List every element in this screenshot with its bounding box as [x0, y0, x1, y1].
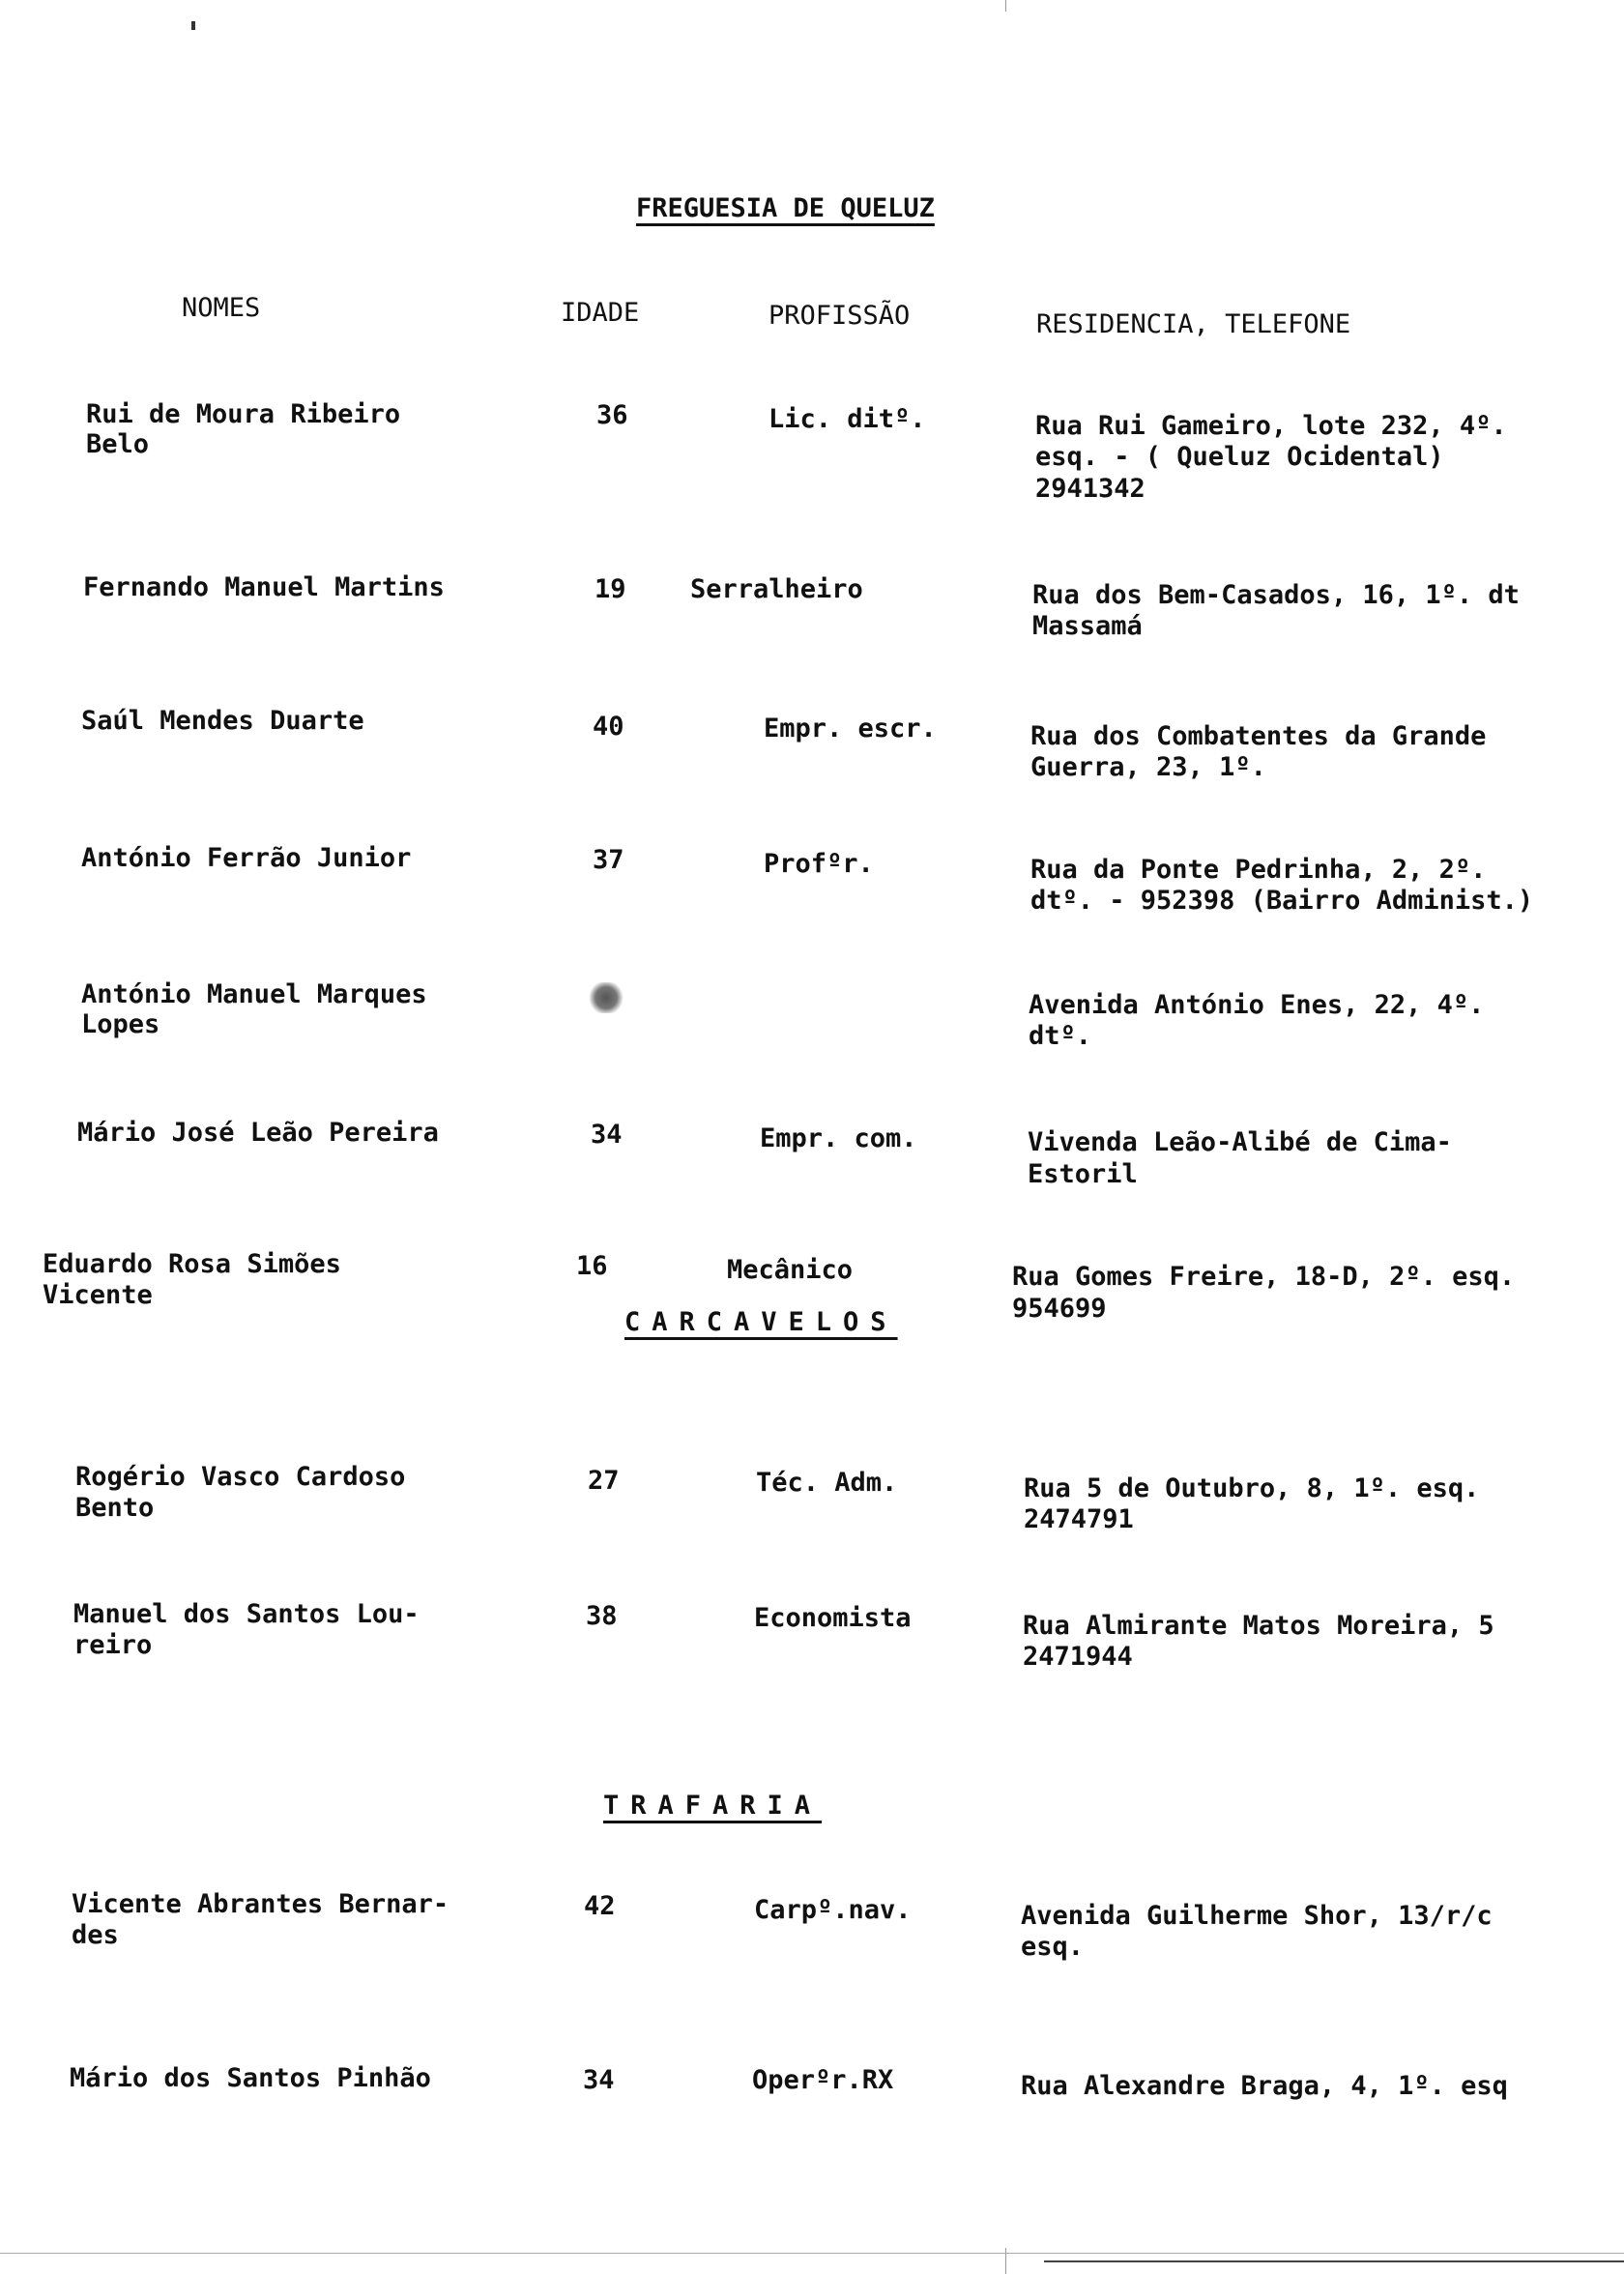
row-address-line: Rua 5 de Outubro, 8, 1º. esq. — [1024, 1473, 1480, 1503]
row-age: 42 — [584, 1891, 616, 1921]
row-age: 34 — [583, 2065, 615, 2095]
column-header-idade: IDADE — [561, 298, 640, 328]
row-name-line: Fernando Manuel Martins — [83, 572, 445, 602]
row-profession: Lic. ditº. — [768, 404, 926, 434]
row-address-line: Rua da Ponte Pedrinha, 2, 2º. — [1030, 855, 1487, 885]
row-profession: Operºr.RX — [752, 2065, 894, 2095]
row-address-line: dtº. — [1029, 1021, 1092, 1051]
page-bottom-edge — [0, 2253, 1624, 2254]
row-profession: Téc. Adm. — [756, 1468, 898, 1498]
row-address-line: Rua Gomes Freire, 18-D, 2º. esq. — [1012, 1262, 1516, 1292]
row-name-line: Rogério Vasco Cardoso — [75, 1462, 406, 1492]
row-address-line: dtº. - 952398 (Bairro Administ.) — [1030, 886, 1534, 916]
page-fold-line — [1044, 2260, 1624, 2262]
row-address-line: 954699 — [1012, 1294, 1107, 1324]
row-age: 37 — [593, 845, 624, 875]
row-profession: Carpº.nav. — [754, 1895, 912, 1925]
row-age: 27 — [588, 1466, 620, 1496]
row-address-line: Avenida Guilherme Shor, 13/r/c — [1021, 1901, 1493, 1931]
row-age: 34 — [591, 1120, 623, 1150]
section-title-queluz: FREGUESIA DE QUELUZ — [636, 193, 935, 223]
row-address-line: Estoril — [1028, 1159, 1138, 1189]
row-address-line: 2474791 — [1024, 1504, 1134, 1534]
row-profession: Mecânico — [727, 1255, 854, 1285]
row-profession: Economista — [754, 1603, 912, 1633]
row-name-line: António Manuel Marques — [81, 979, 427, 1009]
row-name-line: Saúl Mendes Duarte — [81, 706, 364, 736]
row-age: 40 — [593, 712, 624, 742]
row-name-line: Vicente — [43, 1280, 153, 1310]
row-name-line: Manuel dos Santos Lou- — [73, 1599, 420, 1629]
row-address-line: Vivenda Leão-Alibé de Cima- — [1028, 1127, 1452, 1157]
section-title-carcavelos: CARCAVELOS — [624, 1307, 898, 1337]
row-name-line: António Ferrão Junior — [81, 843, 412, 873]
row-age: 16 — [576, 1251, 608, 1281]
row-address-line: esq. - ( Queluz Ocidental) — [1035, 442, 1444, 472]
row-address-line: Rua Alexandre Braga, 4, 1º. esq — [1021, 2071, 1508, 2101]
row-address-line: 2471944 — [1023, 1642, 1133, 1672]
row-name-line: Lopes — [81, 1009, 160, 1039]
section-title-trafaria: TRAFARIA — [603, 1791, 823, 1821]
row-name-line: Bento — [75, 1493, 155, 1523]
row-name-line: Rui de Moura Ribeiro — [86, 399, 401, 429]
scan-edge-mark — [1005, 0, 1006, 12]
row-age: 19 — [594, 574, 626, 604]
row-name-line: Vicente Abrantes Bernar- — [72, 1889, 450, 1919]
row-name-line: Mário dos Santos Pinhão — [70, 2063, 431, 2093]
row-age: 38 — [586, 1601, 618, 1631]
row-name-line: Eduardo Rosa Simões — [43, 1249, 341, 1279]
row-name-line: des — [72, 1920, 119, 1950]
row-profession: Serralheiro — [690, 574, 863, 604]
scan-speck — [191, 21, 195, 30]
row-address-line: 2941342 — [1035, 474, 1146, 504]
row-name-line: reiro — [73, 1630, 153, 1660]
row-age: 36 — [596, 400, 628, 430]
row-profession: Empr. escr. — [764, 714, 937, 743]
row-address-line: Rua dos Bem-Casados, 16, 1º. dt — [1032, 580, 1520, 610]
row-address-line: Rua Almirante Matos Moreira, 5 — [1023, 1611, 1494, 1641]
row-address-line: esq. — [1021, 1932, 1085, 1962]
column-header-profissao: PROFISSÃO — [768, 301, 911, 331]
redaction-smudge — [588, 982, 624, 1013]
row-name-line: Belo — [86, 429, 150, 459]
column-header-residencia: RESIDENCIA, TELEFONE — [1036, 309, 1351, 339]
row-name-line: Mário José Leão Pereira — [77, 1118, 439, 1148]
row-address-line: Massamá — [1032, 611, 1143, 641]
row-profession: Profºr. — [764, 849, 874, 879]
row-address-line: Rua Rui Gameiro, lote 232, 4º. — [1035, 411, 1507, 441]
row-address-line: Avenida António Enes, 22, 4º. — [1029, 990, 1485, 1020]
row-profession: Empr. com. — [760, 1123, 917, 1153]
column-header-nomes: NOMES — [182, 293, 261, 323]
row-address-line: Rua dos Combatentes da Grande — [1030, 721, 1487, 751]
row-address-line: Guerra, 23, 1º. — [1030, 752, 1266, 782]
